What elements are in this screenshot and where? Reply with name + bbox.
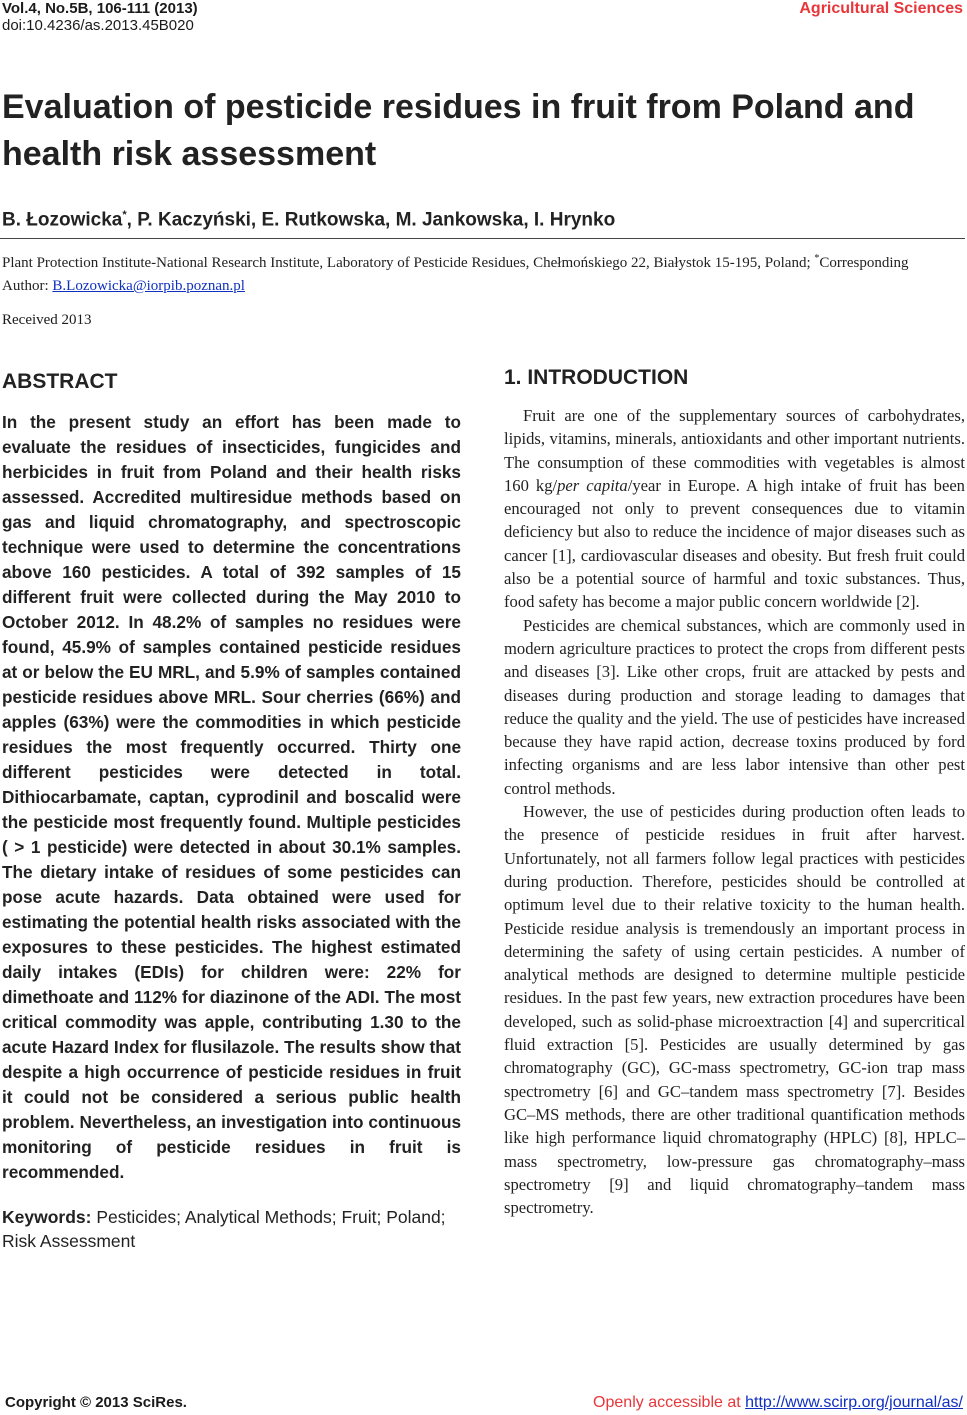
intro-paragraph-3: However, the use of pesticides during production often leads to the presence of pesticide residues in fruit after harvest. Unfortunately, not all farmers follow legal practices with pesticides during production. Therefore, pesticides should be controlled at optimum level due to their relative toxicity to the human health. Pesticide residue analysis is tremendously an important process in determining the safety of using certain pesticides. A number of analytical methods are designed to determine multiple pesticide residues. In the past few years, new extraction procedures have been developed, such as solid-phase microextraction [4] and supercritical fluid extraction [5]. Pesticides are usually determined by gas chromatography (GC), GC-mass spectrometry, GC-ion trap mass spectrometry [6] and GC–tandem mass spectrometry [7]. Besides GC–MS methods, there are other traditional quantification methods like high performance liquid chromatography (HPLC) [8], HPLC–mass spectrometry, low-pressure gas chromatography–mass spectrometry [9] and liquid chromatography–tandem mass spectrometry. (504, 802, 965, 1218)
open-access-note (593, 1394, 963, 1412)
introduction-heading: 1. INTRODUCTION (504, 366, 689, 389)
journal-name: Agricultural Sciences (799, 0, 963, 17)
intro-paragraph-1 (504, 404, 965, 614)
affiliation-text: Plant Protection Institute-National Research Institute, Laboratory of Pesticide Residues, Chełmońskiego 22, Białystok 15-195, Poland; (2, 255, 811, 271)
page-footer (5, 1394, 963, 1414)
abstract-heading: ABSTRACT (2, 370, 118, 393)
introduction-section (504, 366, 965, 1219)
intro-p1-italic: per capita (557, 475, 628, 495)
abstract-section (2, 370, 461, 1253)
keywords-label: Keywords: (2, 1207, 92, 1227)
intro-paragraph-2: Pesticides are chemical substances, which are commonly used in modern agriculture practices to protect the crops from different pests and diseases [3]. Like other crops, fruit are attacked by pests and diseases during production and storage leading to damages that reduce the quality and the yield. The use of pesticides have increased because they have rapid action, decrease toxins produced by ford infecting organisms and are less labor intensive than other pest control methods. (504, 615, 965, 798)
doi: doi:10.4236/as.2013.45B020 (2, 17, 194, 34)
open-access-text: Openly accessible at (593, 1394, 746, 1411)
paper-title: Evaluation of pesticide residues in fruit from Poland and health risk assessment (2, 88, 915, 173)
corresponding-label: Corresponding Author: (2, 255, 909, 294)
author-list (2, 209, 615, 231)
keywords (2, 1205, 461, 1253)
intro-p1-start: Fruit are one of the supplementary sources of carbohydrates, lipids, vitamins, minerals, antioxidants and other important nutrients. The consumption of these commodities with vegetables is almost 160 kg/ (504, 406, 965, 495)
title-divider (0, 238, 965, 239)
author-email-link[interactable]: B.Lozowicka@iorpib.poznan.pl (52, 278, 245, 294)
copyright: Copyright © 2013 SciRes. (5, 1394, 187, 1411)
intro-p1-end: /year in Europe. A high intake of fruit has been encouraged not only to prevent consequences due to vitamin deficiency but also to reduce the incidence of major diseases such as cancer [1], cardiovascular diseases and obesity. But fresh fruit could also be a potential source of harmful and toxic substances. Thus, food safety has become a major public concern worldwide [2]. (504, 475, 965, 612)
abstract-text: In the present study an effort has been made to evaluate the residues of insecticides, fungicides and herbicides in fruit from Poland and their health risks assessed. Accredited multiresidue methods based on gas and liquid chromatography, and spectroscopic technique were used to determine the concentrations above 160 pesticides. A total of 392 samples of 15 different fruit were collected during the May 2010 to October 2012. In 48.2% of samples no residues were found, 45.9% of samples contained pesticide residues at or below the EU MRL, and 5.9% of samples contained pesticide residues above MRL. Sour cherries (66%) and apples (63%) were the commodities in which pesticide residues the most frequently occurred. Thirty one different pesticides were detected in total. Dithiocarbamate, captan, cyprodinil and boscalid were the pesticide most frequently found. Multiple pesticides ( > 1 pesticide) were detected in about 30.1% samples. The dietary intake of residues of some pesticides can pose acute hazards. Data obtained were used for estimating the potential health risks associated with the exposures to these pesticides. The highest estimated daily intakes (EDIs) for children were: 22% for dimethoate and 112% for diazinone of the ADI. The most critical commodity was apple, contributing 1.30 to the acute Hazard Index for flusilazole. The results show that despite a high occurrence of pesticide residues in fruit it could not be considered a serious public health problem. Nevertheless, an investigation into continuous monitoring of pesticide residues in fruit is recommended. (2, 412, 461, 1182)
corresponding-marker-affil: * (814, 253, 820, 264)
other-authors: , P. Kaczyński, E. Rutkowska, M. Jankowska, I. Hrynko (126, 209, 616, 231)
corresponding-marker: * (122, 209, 127, 221)
first-author: B. Łozowicka (2, 209, 123, 231)
journal-url-link[interactable]: http://www.scirp.org/journal/as/ (745, 1394, 963, 1411)
keywords-list: Pesticides; Analytical Methods; Fruit; Poland; Risk Assessment (2, 1207, 446, 1251)
received-date: Received 2013 (2, 312, 92, 328)
journal-volume: Vol.4, No.5B, 106-111 (2013) (2, 0, 198, 17)
affiliation (2, 247, 952, 298)
